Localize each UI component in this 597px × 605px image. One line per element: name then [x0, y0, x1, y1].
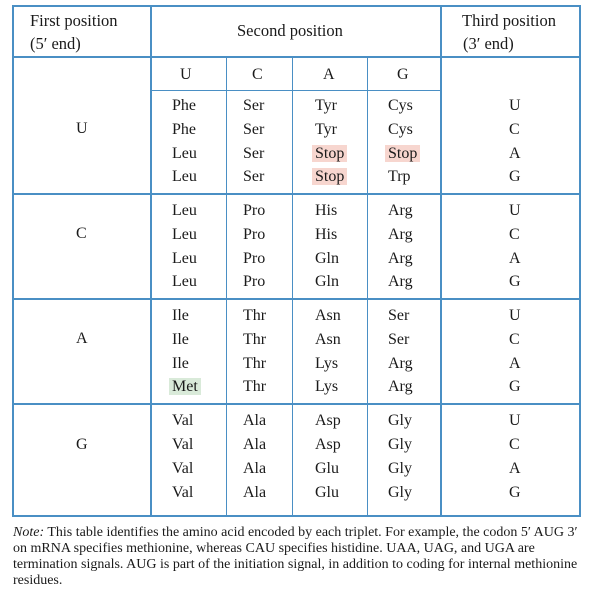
codon-cell: Leu: [172, 226, 197, 243]
third-base: G: [509, 484, 521, 501]
divider-a-g: [367, 58, 368, 515]
codon-cell: Ala: [243, 484, 267, 501]
start-codon-cell: Met: [169, 378, 201, 395]
third-position-subheader: (3′ end): [463, 34, 514, 53]
third-base: G: [509, 168, 521, 185]
codon-cell: Ile: [172, 355, 189, 372]
codon-cell: Cys: [388, 97, 413, 114]
divider-first-col: [150, 7, 152, 515]
codon-cell: Ala: [243, 412, 267, 429]
codon-cell: Val: [172, 436, 194, 453]
codon-cell: His: [315, 226, 338, 243]
third-base: C: [509, 436, 520, 453]
codon-cell: Ala: [243, 436, 267, 453]
first-position-header: First position: [30, 11, 118, 30]
codon-cell: Pro: [243, 202, 266, 219]
codon-cell: Asp: [315, 436, 341, 453]
second-base-g: G: [397, 66, 409, 83]
third-base: A: [509, 355, 521, 372]
codon-cell: Tyr: [315, 97, 337, 114]
codon-cell: Tyr: [315, 121, 337, 138]
codon-cell: Cys: [388, 121, 413, 138]
codon-cell: Gly: [388, 460, 412, 477]
codon-cell: Lys: [315, 378, 339, 395]
codon-cell: Arg: [388, 250, 413, 267]
codon-cell: Thr: [243, 355, 267, 372]
divider-u-c: [226, 58, 227, 515]
codon-cell: Pro: [243, 273, 266, 290]
group-divider-2: [14, 298, 579, 300]
codon-cell: Arg: [388, 202, 413, 219]
codon-cell: Arg: [388, 273, 413, 290]
first-position-subheader: (5′ end): [30, 34, 81, 53]
second-base-u: U: [180, 66, 192, 83]
third-base: G: [509, 378, 521, 395]
first-base-u: U: [76, 120, 88, 137]
third-base: C: [509, 226, 520, 243]
codon-cell: Asp: [315, 412, 341, 429]
codon-cell: Arg: [388, 355, 413, 372]
codon-cell: Ser: [388, 307, 410, 324]
third-base: C: [509, 121, 520, 138]
third-base: A: [509, 250, 521, 267]
codon-cell: Asn: [315, 307, 341, 324]
codon-cell: Thr: [243, 307, 267, 324]
third-base: C: [509, 331, 520, 348]
codon-cell: Pro: [243, 250, 266, 267]
codon-cell: Lys: [315, 355, 339, 372]
third-base: U: [509, 307, 521, 324]
codon-cell: His: [315, 202, 338, 219]
codon-cell: Glu: [315, 460, 339, 477]
group-divider-3: [14, 403, 579, 405]
table-note: [13, 525, 583, 589]
codon-cell: Leu: [172, 168, 197, 185]
codon-cell: Leu: [172, 202, 197, 219]
codon-cell: Glu: [315, 484, 339, 501]
codon-cell: Leu: [172, 250, 197, 267]
codon-cell: Ser: [243, 121, 265, 138]
codon-cell: Arg: [388, 378, 413, 395]
note-label: Note:: [13, 525, 45, 540]
stop-codon-cell: Stop: [385, 145, 420, 162]
codon-cell: Phe: [172, 97, 196, 114]
codon-cell: Ile: [172, 307, 189, 324]
codon-cell: Arg: [388, 226, 413, 243]
codon-cell: Ser: [243, 168, 265, 185]
codon-cell: Ser: [243, 97, 265, 114]
subheader-divider: [150, 90, 440, 91]
third-base: U: [509, 202, 521, 219]
codon-cell: Ser: [388, 331, 410, 348]
third-base: U: [509, 97, 521, 114]
codon-cell: Leu: [172, 273, 197, 290]
codon-cell: Gly: [388, 436, 412, 453]
first-base-c: C: [76, 225, 87, 242]
codon-cell: Asn: [315, 331, 341, 348]
codon-cell: Gly: [388, 412, 412, 429]
header-divider: [14, 56, 579, 58]
third-base: A: [509, 145, 521, 162]
stop-codon-cell: Stop: [312, 168, 347, 185]
codon-cell: Val: [172, 484, 194, 501]
first-base-g: G: [76, 436, 88, 453]
codon-cell: Ser: [243, 145, 265, 162]
second-position-header: Second position: [237, 21, 343, 40]
codon-cell: Pro: [243, 226, 266, 243]
codon-cell: Gln: [315, 250, 339, 267]
group-divider-1: [14, 193, 579, 195]
codon-cell: Thr: [243, 331, 267, 348]
second-base-a: A: [323, 66, 335, 83]
stop-codon-cell: Stop: [312, 145, 347, 162]
codon-cell: Trp: [388, 168, 411, 185]
codon-cell: Ile: [172, 331, 189, 348]
divider-third-col: [440, 7, 442, 515]
codon-cell: Ala: [243, 460, 267, 477]
codon-table: [12, 5, 581, 517]
codon-cell: Leu: [172, 145, 197, 162]
codon-cell: Gln: [315, 273, 339, 290]
codon-cell: Val: [172, 460, 194, 477]
third-base: U: [509, 412, 521, 429]
note-text: This table identifies the amino acid encoded by each triplet. For example, the codon 5′ AUG 3′ on mRNA specifies methionine, whereas CAU specifies histidine. UAA, UAG, and UGA are termination signals. AUG is part of the initiation signal, in addition to coding for internal methionine residues.: [13, 525, 578, 588]
codon-cell: Gly: [388, 484, 412, 501]
third-base: A: [509, 460, 521, 477]
second-base-c: C: [252, 66, 263, 83]
divider-c-a: [292, 58, 293, 515]
first-base-a: A: [76, 330, 88, 347]
third-position-header: Third position: [462, 11, 556, 30]
codon-cell: Thr: [243, 378, 267, 395]
codon-cell: Val: [172, 412, 194, 429]
third-base: G: [509, 273, 521, 290]
codon-cell: Phe: [172, 121, 196, 138]
